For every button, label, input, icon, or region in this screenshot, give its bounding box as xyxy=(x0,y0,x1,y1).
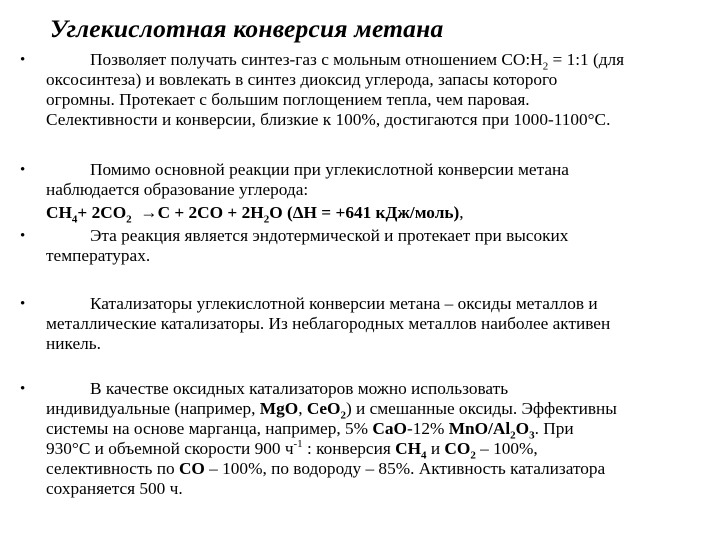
bullet-4: • xyxy=(20,296,26,312)
p5-line3c: . При xyxy=(534,419,574,438)
p2-line2: наблюдается образование углерода: xyxy=(46,180,309,199)
bullet-3: • xyxy=(20,228,26,244)
p5-line4d: – 100%, xyxy=(475,439,538,458)
eq-comma: , xyxy=(459,203,464,222)
p5-co2-sub: 2 xyxy=(470,449,476,462)
p1-line1a: Позволяет получать синтез-газ с мольным отношением CO:H xyxy=(90,50,543,69)
p5-o-sub: 3 xyxy=(529,429,535,442)
p5-line5a: селективность по xyxy=(46,459,179,478)
p4-line3: никель. xyxy=(46,334,101,353)
paragraph-2 xyxy=(46,160,718,200)
p1-line3: огромны. Протекает с большим поглощением тепла, чем паровая. xyxy=(46,90,530,109)
eq-h2-sub: 2 xyxy=(263,213,270,226)
p5-line3b: -12% xyxy=(406,419,449,438)
p5-line2b: , xyxy=(298,399,307,418)
paragraph-1 xyxy=(46,50,718,130)
p5-line3a: системы на основе марганца, например, 5% xyxy=(46,419,373,438)
p1-sub: 2 xyxy=(542,60,549,73)
p1-line2: оксосинтеза) и вовлекать в синтез диоксид углерода, запасы которого xyxy=(46,70,558,89)
p5-mgo: MgO xyxy=(259,399,299,418)
p5-ceo-sub: 2 xyxy=(340,409,346,422)
eq-ch: CH xyxy=(46,203,72,222)
p5-ch4: CH xyxy=(395,439,422,458)
eq-products: →C + 2CO + 2H xyxy=(140,203,264,222)
bullet-5: • xyxy=(20,381,26,397)
bullet-1: • xyxy=(20,52,26,68)
p5-cao: CaO xyxy=(372,419,407,438)
paragraph-4 xyxy=(46,294,718,354)
p5-mno: MnO/Al xyxy=(448,419,511,438)
p5-sup: -1 xyxy=(293,438,303,451)
p1-line1b: = 1:1 (для xyxy=(548,50,625,69)
p5-ch4-sub: 4 xyxy=(421,449,427,462)
p3-line1: Эта реакция является эндотермической и протекает при высоких xyxy=(90,226,569,245)
p5-co: CO xyxy=(178,459,205,478)
p5-line1: В качестве оксидных катализаторов можно использовать xyxy=(90,379,509,398)
p5-co2: CO xyxy=(444,439,471,458)
p3-line2: температурах. xyxy=(46,246,151,265)
p5-line4a: 930°С и объемной скорости 900 ч xyxy=(46,439,294,458)
p4-line1: Катализаторы углекислотной конверсии метана – оксиды металлов и xyxy=(90,294,598,313)
p5-line5b: – 100%, по водороду – 85%. Активность катализатора xyxy=(204,459,606,478)
p5-o: O xyxy=(515,419,530,438)
eq-co2-sub: 2 xyxy=(126,213,132,226)
eq-ch-sub: 4 xyxy=(71,213,78,226)
p5-line4c: и xyxy=(426,439,445,458)
bullet-2: • xyxy=(20,162,26,178)
p5-al-sub: 2 xyxy=(510,429,516,442)
paragraph-3 xyxy=(46,226,718,266)
p2-line1: Помимо основной реакции при углекислотной конверсии метана xyxy=(90,160,569,179)
p5-line2a: индивидуальные (например, xyxy=(46,399,260,418)
p1-line4: Селективности и конверсии, близкие к 100%, достигаются при 1000-1100°С. xyxy=(46,110,611,129)
p5-ceo: CeO xyxy=(306,399,341,418)
slide-title: Углекислотная конверсия метана xyxy=(50,14,444,43)
p5-line4b: : конверсия xyxy=(302,439,396,458)
p4-line2: металлические катализаторы. Из неблагородных металлов наиболее активен xyxy=(46,314,611,333)
eq-enthalpy: O (ΔH = +641 кДж/моль) xyxy=(269,203,460,222)
eq-co2: + 2CO xyxy=(77,203,127,222)
reaction-equation xyxy=(46,203,718,226)
p5-line2c: ) и смешанные оксиды. Эффективны xyxy=(345,399,617,418)
p5-line6: сохраняется 500 ч. xyxy=(46,479,183,498)
paragraph-5 xyxy=(46,379,718,499)
